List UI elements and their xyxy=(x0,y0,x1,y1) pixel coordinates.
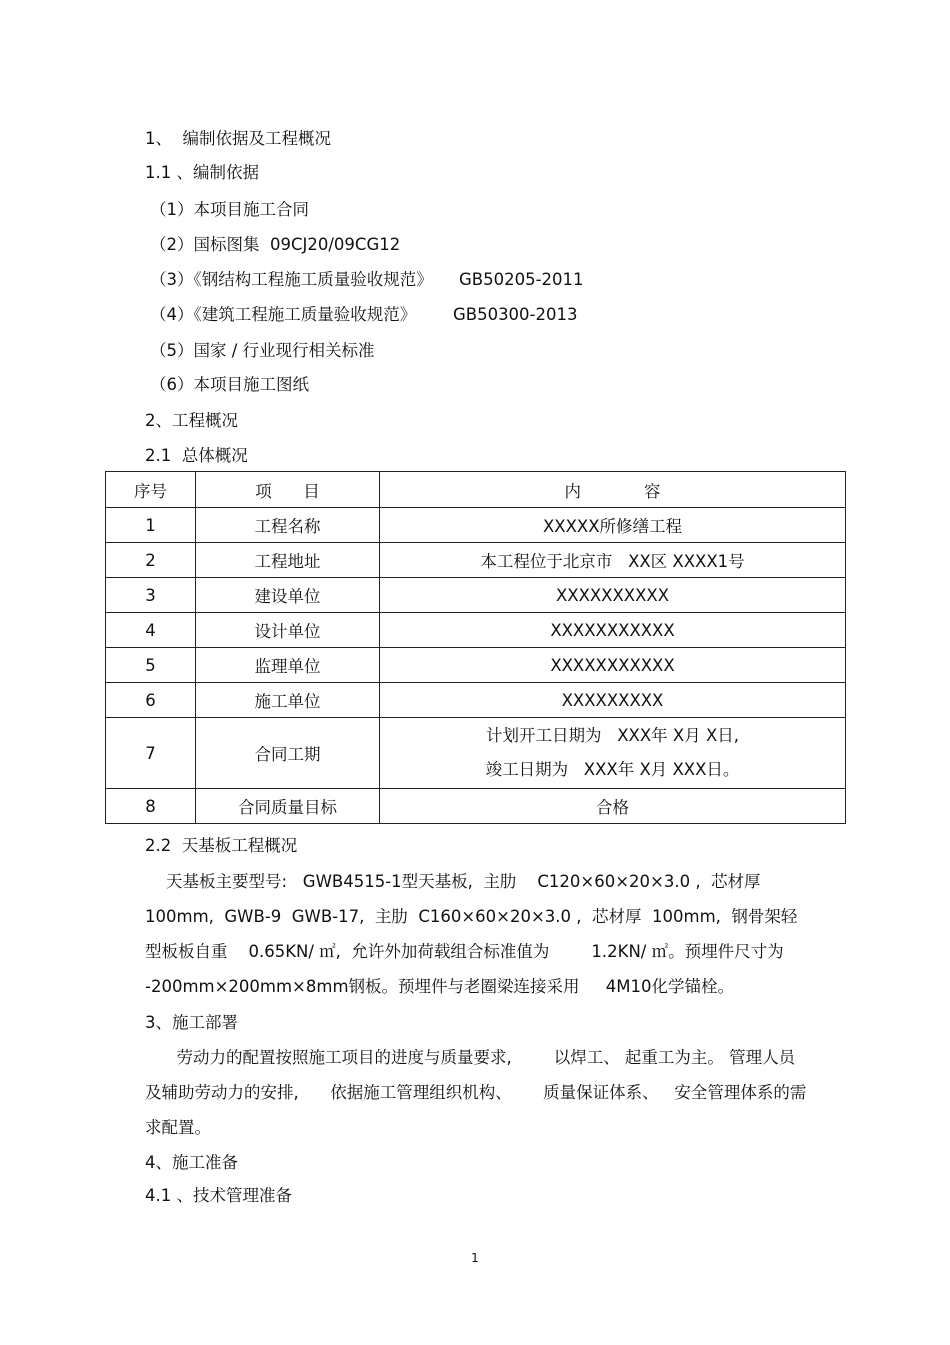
row-item: 施工单位 xyxy=(196,683,380,718)
row-no: 4 xyxy=(106,613,196,648)
row-item: 工程名称 xyxy=(196,508,380,543)
table-row xyxy=(106,578,846,613)
row-content: XXXXXXXXXXX xyxy=(380,613,846,648)
header-no: 序号 xyxy=(106,472,196,508)
row-content: XXXXX所修缮工程 xyxy=(380,508,846,543)
table-row xyxy=(106,613,846,648)
heading-2-2: 2.2 天基板工程概况 xyxy=(145,836,298,855)
table-header-row xyxy=(106,472,846,508)
basis-item: （1）本项目施工合同 xyxy=(150,200,309,219)
row-no: 7 xyxy=(106,718,196,789)
heading-4: 4、施工准备 xyxy=(145,1153,238,1172)
table-row xyxy=(106,718,846,789)
basis-item: （5）国家 / 行业现行相关标准 xyxy=(150,341,375,360)
paragraph-3: 劳动力的配置按照施工项目的进度与质量要求, 以焊工、 起重工为主。 管理人员及辅助劳动力的安排, 依据施工管理组织机构、 质量保证体系、 安全管理体系的需求配置。 xyxy=(145,1048,807,1137)
row-item: 监理单位 xyxy=(196,648,380,683)
row-content: 本工程位于北京市 XX区 XXXX1号 xyxy=(380,543,846,578)
row-content: XXXXXXXXX xyxy=(380,683,846,718)
basis-item: （3）《钢结构工程施工质量验收规范》 GB50205-2011 xyxy=(150,270,584,289)
page-number: 1 xyxy=(471,1251,479,1265)
row-no: 1 xyxy=(106,508,196,543)
row-item: 工程地址 xyxy=(196,543,380,578)
table-row xyxy=(106,648,846,683)
table-row xyxy=(106,508,846,543)
row-content-line-1: 计划开工日期为 XXX年 X月 X日, xyxy=(486,726,739,745)
row-item: 设计单位 xyxy=(196,613,380,648)
row-content: XXXXXXXXXXX xyxy=(380,648,846,683)
heading-2: 2、工程概况 xyxy=(145,411,238,430)
row-item: 建设单位 xyxy=(196,578,380,613)
table-row xyxy=(106,789,846,824)
heading-3: 3、施工部署 xyxy=(145,1013,238,1032)
row-no: 5 xyxy=(106,648,196,683)
row-item: 合同工期 xyxy=(196,718,380,789)
table-row xyxy=(106,683,846,718)
heading-1-1: 1.1 、编制依据 xyxy=(145,163,259,182)
row-no: 6 xyxy=(106,683,196,718)
row-item: 合同质量目标 xyxy=(196,789,380,824)
overview-table xyxy=(105,471,846,824)
row-content-line-2: 竣工日期为 XXX年 X月 XXX日。 xyxy=(485,760,740,779)
header-item: 项 目 xyxy=(196,472,380,508)
basis-item: （4）《建筑工程施工质量验收规范》 GB50300-2013 xyxy=(150,305,578,324)
basis-item: （6）本项目施工图纸 xyxy=(150,375,309,394)
heading-2-1: 2.1 总体概况 xyxy=(145,446,248,465)
row-no: 8 xyxy=(106,789,196,824)
table-row xyxy=(106,543,846,578)
row-content: 合格 xyxy=(380,789,846,824)
row-no: 3 xyxy=(106,578,196,613)
heading-4-1: 4.1 、技术管理准备 xyxy=(145,1186,292,1205)
paragraph-2-2: 天基板主要型号: GWB4515-1型天基板, 主肋 C120×60×20×3.0 , 芯材厚 100mm, GWB-9 GWB-17, 主肋 C160×60×20×3.0 , 芯材厚 100mm, 钢骨架轻型板板自重 0.65KN/ ㎡, 允许外加荷载组合标准值为 1.2KN/ ㎡。预埋件尺寸为 -200mm×200mm×8mm钢板。预埋件与老圈梁连接采用 4M10化学锚栓。 xyxy=(145,872,798,996)
basis-item: （2）国标图集 09CJ20/09CG12 xyxy=(150,235,401,254)
heading-1: 1、 编制依据及工程概况 xyxy=(145,129,331,148)
row-content: XXXXXXXXXX xyxy=(380,578,846,613)
row-no: 2 xyxy=(106,543,196,578)
header-content: 内 容 xyxy=(380,472,846,508)
row-content xyxy=(380,718,846,789)
